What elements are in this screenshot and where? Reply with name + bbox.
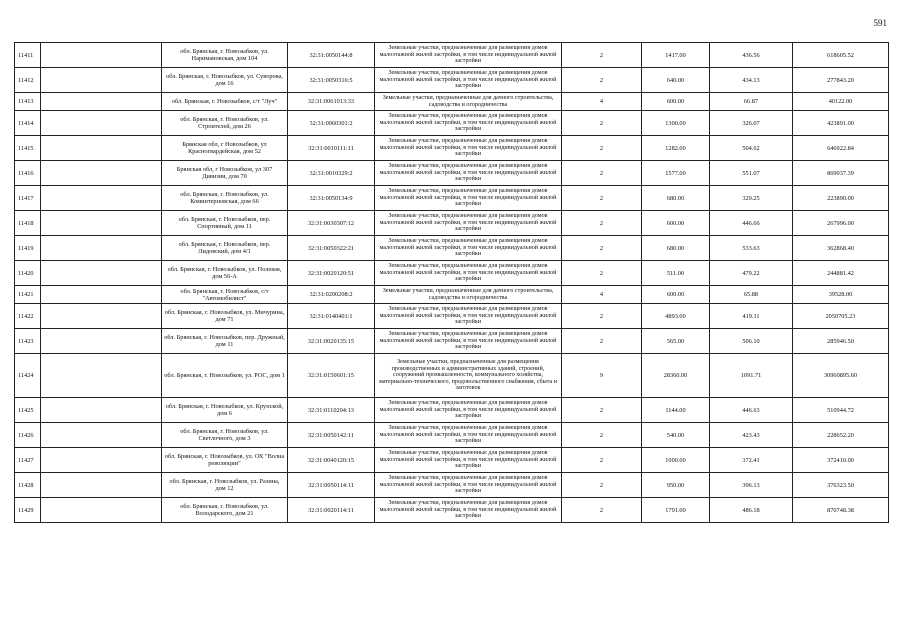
cadastral-number-cell: 32:31:0050322:21 bbox=[288, 236, 375, 261]
cadastral-number-cell: 32:31:0050114:11 bbox=[288, 473, 375, 498]
row-number-cell: 11423 bbox=[15, 329, 41, 354]
address-cell: обл. Брянская, г. Новозыбков, пер. Дружный, дом 11 bbox=[162, 329, 288, 354]
cadastral-value-cell: 30960895.60 bbox=[793, 354, 889, 398]
group-code-cell: 2 bbox=[562, 68, 642, 93]
row-number-cell: 11425 bbox=[15, 398, 41, 423]
group-code-cell: 2 bbox=[562, 161, 642, 186]
row-number-cell: 11416 bbox=[15, 161, 41, 186]
row-number-cell: 11417 bbox=[15, 186, 41, 211]
group-code-cell: 4 bbox=[562, 93, 642, 111]
specific-value-cell: 372.41 bbox=[710, 448, 793, 473]
land-use-cell: Земельные участки, предназначенные для размещения домов малоэтажной жилой застройки, в том числе индивидуальной жилой застройки bbox=[375, 304, 562, 329]
cadastral-value-cell: 277843.20 bbox=[793, 68, 889, 93]
land-use-cell: Земельные участки, предназначенные для размещения домов малоэтажной жилой застройки, в том числе индивидуальной жилой застройки bbox=[375, 448, 562, 473]
specific-value-cell: 1091.71 bbox=[710, 354, 793, 398]
empty-cell bbox=[41, 161, 162, 186]
address-cell: обл. Брянская, г. Новозыбков, ул. Крупской, дом 6 bbox=[162, 398, 288, 423]
row-number-cell: 11411 bbox=[15, 43, 41, 68]
row-number-cell: 11429 bbox=[15, 498, 41, 523]
row-number-cell: 11422 bbox=[15, 304, 41, 329]
group-code-cell: 2 bbox=[562, 498, 642, 523]
empty-cell bbox=[41, 304, 162, 329]
group-code-cell: 2 bbox=[562, 111, 642, 136]
empty-cell bbox=[41, 186, 162, 211]
area-cell: 1300.00 bbox=[642, 111, 710, 136]
cadastral-number-cell: 32:31:0010111:11 bbox=[288, 136, 375, 161]
cadastral-value-cell: 362868.40 bbox=[793, 236, 889, 261]
cadastral-number-cell: 32:31:0150601:15 bbox=[288, 354, 375, 398]
group-code-cell: 2 bbox=[562, 236, 642, 261]
table-row bbox=[15, 304, 889, 329]
cadastral-number-cell: 32:31:0061013:33 bbox=[288, 93, 375, 111]
cadastral-number-cell: 32:31:0040120:15 bbox=[288, 448, 375, 473]
empty-cell bbox=[41, 448, 162, 473]
empty-cell bbox=[41, 68, 162, 93]
empty-cell bbox=[41, 354, 162, 398]
table-body bbox=[15, 43, 889, 523]
table-row bbox=[15, 329, 889, 354]
area-cell: 600.00 bbox=[642, 286, 710, 304]
cadastral-value-cell: 39528.00 bbox=[793, 286, 889, 304]
cadastral-number-cell: 32:31:0050142:11 bbox=[288, 423, 375, 448]
cadastral-number-cell: 32:31:0200208:2 bbox=[288, 286, 375, 304]
land-use-cell: Земельные участки, предназначенные для размещения домов малоэтажной жилой застройки, в том числе индивидуальной жилой застройки bbox=[375, 68, 562, 93]
empty-cell bbox=[41, 329, 162, 354]
area-cell: 540.00 bbox=[642, 423, 710, 448]
table-row bbox=[15, 93, 889, 111]
group-code-cell: 2 bbox=[562, 304, 642, 329]
address-cell: Брянская обл, г Новозыбков, ул Красногвардейская, дом 52 bbox=[162, 136, 288, 161]
table-row bbox=[15, 286, 889, 304]
table-row bbox=[15, 498, 889, 523]
group-code-cell: 2 bbox=[562, 329, 642, 354]
area-cell: 1000.00 bbox=[642, 448, 710, 473]
specific-value-cell: 66.87 bbox=[710, 93, 793, 111]
area-cell: 1144.00 bbox=[642, 398, 710, 423]
specific-value-cell: 434.13 bbox=[710, 68, 793, 93]
land-use-cell: Земельные участки, предназначенные для размещения домов малоэтажной жилой застройки, в том числе индивидуальной жилой застройки bbox=[375, 161, 562, 186]
row-number-cell: 11426 bbox=[15, 423, 41, 448]
specific-value-cell: 446.63 bbox=[710, 398, 793, 423]
cadastral-value-cell: 510944.72 bbox=[793, 398, 889, 423]
empty-cell bbox=[41, 111, 162, 136]
row-number-cell: 11414 bbox=[15, 111, 41, 136]
area-cell: 1791.00 bbox=[642, 498, 710, 523]
row-number-cell: 11428 bbox=[15, 473, 41, 498]
cadastral-value-cell: 267996.00 bbox=[793, 211, 889, 236]
row-number-cell: 11421 bbox=[15, 286, 41, 304]
specific-value-cell: 446.66 bbox=[710, 211, 793, 236]
land-use-cell: Земельные участки, предназначенные для размещения домов малоэтажной жилой застройки, в том числе индивидуальной жилой застройки bbox=[375, 398, 562, 423]
cadastral-number-cell: 32:31:0010329:2 bbox=[288, 161, 375, 186]
table-row bbox=[15, 398, 889, 423]
land-use-cell: Земельные участки, предназначенные для размещения домов малоэтажной жилой застройки, в том числе индивидуальной жилой застройки bbox=[375, 329, 562, 354]
cadastral-number-cell: 32:31:0050144:8 bbox=[288, 43, 375, 68]
empty-cell bbox=[41, 498, 162, 523]
address-cell: обл. Брянская, г. Новозыбков, ул. Полевая, дом 56-А bbox=[162, 261, 288, 286]
land-use-cell: Земельные участки, предназначенные для размещения домов малоэтажной жилой застройки, в том числе индивидуальной жилой застройки bbox=[375, 136, 562, 161]
area-cell: 4893.00 bbox=[642, 304, 710, 329]
area-cell: 950.00 bbox=[642, 473, 710, 498]
land-use-cell: Земельные участки, предназначенные для размещения домов малоэтажной жилой застройки, в том числе индивидуальной жилой застройки bbox=[375, 211, 562, 236]
land-use-cell: Земельные участки, предназначенные для дачного строительства, садоводства и огородничества bbox=[375, 286, 562, 304]
area-cell: 28360.00 bbox=[642, 354, 710, 398]
empty-cell bbox=[41, 211, 162, 236]
cadastral-value-cell: 870748.38 bbox=[793, 498, 889, 523]
address-cell: обл. Брянская, г. Новозыбков, ул. Коминтерновская, дом 66 bbox=[162, 186, 288, 211]
cadastral-value-cell: 618605.52 bbox=[793, 43, 889, 68]
area-cell: 600.00 bbox=[642, 93, 710, 111]
specific-value-cell: 65.88 bbox=[710, 286, 793, 304]
table-row bbox=[15, 43, 889, 68]
group-code-cell: 2 bbox=[562, 211, 642, 236]
address-cell: обл. Брянская, г. Новозыбков, ул. Разина, дом 12 bbox=[162, 473, 288, 498]
cadastral-value-cell: 646922.84 bbox=[793, 136, 889, 161]
row-number-cell: 11412 bbox=[15, 68, 41, 93]
cadastral-number-cell: 32:31:0140401:1 bbox=[288, 304, 375, 329]
empty-cell bbox=[41, 236, 162, 261]
group-code-cell: 4 bbox=[562, 286, 642, 304]
cadastral-value-cell: 372410.00 bbox=[793, 448, 889, 473]
table-row bbox=[15, 261, 889, 286]
specific-value-cell: 436.56 bbox=[710, 43, 793, 68]
specific-value-cell: 326.07 bbox=[710, 111, 793, 136]
land-registry-table bbox=[14, 42, 889, 523]
land-use-cell: Земельные участки, предназначенные для размещения домов малоэтажной жилой застройки, в том числе индивидуальной жилой застройки bbox=[375, 186, 562, 211]
land-use-cell: Земельные участки, предназначенные для дачного строительства, садоводства и огородничества bbox=[375, 93, 562, 111]
table-row bbox=[15, 68, 889, 93]
land-use-cell: Земельные участки, предназначенные для размещения домов малоэтажной жилой застройки, в том числе индивидуальной жилой застройки bbox=[375, 236, 562, 261]
area-cell: 565.00 bbox=[642, 329, 710, 354]
land-use-cell: Земельные участки, предназначенные для размещения домов малоэтажной жилой застройки, в том числе индивидуальной жилой застройки bbox=[375, 111, 562, 136]
cadastral-number-cell: 32:31:0030307:12 bbox=[288, 211, 375, 236]
specific-value-cell: 329.25 bbox=[710, 186, 793, 211]
group-code-cell: 2 bbox=[562, 186, 642, 211]
cadastral-number-cell: 32:31:0110204:13 bbox=[288, 398, 375, 423]
specific-value-cell: 486.18 bbox=[710, 498, 793, 523]
row-number-cell: 11419 bbox=[15, 236, 41, 261]
page-number: 591 bbox=[873, 18, 887, 28]
address-cell: обл. Брянская, г. Новозыбков, ул. Суворова, дом 16 bbox=[162, 68, 288, 93]
group-code-cell: 9 bbox=[562, 354, 642, 398]
group-code-cell: 2 bbox=[562, 261, 642, 286]
cadastral-number-cell: 32:31:0020114:11 bbox=[288, 498, 375, 523]
table-row bbox=[15, 473, 889, 498]
address-cell: обл. Брянская, г. Новозыбков, пер. Спортивный, дом 11 bbox=[162, 211, 288, 236]
cadastral-number-cell: 32:31:0060301:2 bbox=[288, 111, 375, 136]
group-code-cell: 2 bbox=[562, 398, 642, 423]
specific-value-cell: 533.63 bbox=[710, 236, 793, 261]
row-number-cell: 11420 bbox=[15, 261, 41, 286]
group-code-cell: 2 bbox=[562, 448, 642, 473]
empty-cell bbox=[41, 473, 162, 498]
cadastral-value-cell: 376323.50 bbox=[793, 473, 889, 498]
table-row bbox=[15, 136, 889, 161]
empty-cell bbox=[41, 423, 162, 448]
group-code-cell: 2 bbox=[562, 473, 642, 498]
specific-value-cell: 506.10 bbox=[710, 329, 793, 354]
table-row bbox=[15, 186, 889, 211]
table-row bbox=[15, 161, 889, 186]
table-row bbox=[15, 448, 889, 473]
address-cell: обл. Брянская, г. Новозыбков, ул. Светлочного, дом 3 bbox=[162, 423, 288, 448]
specific-value-cell: 423.43 bbox=[710, 423, 793, 448]
specific-value-cell: 479.22 bbox=[710, 261, 793, 286]
area-cell: 680.00 bbox=[642, 186, 710, 211]
row-number-cell: 11415 bbox=[15, 136, 41, 161]
group-code-cell: 2 bbox=[562, 136, 642, 161]
cadastral-value-cell: 2050705.23 bbox=[793, 304, 889, 329]
table-row bbox=[15, 423, 889, 448]
cadastral-value-cell: 244881.42 bbox=[793, 261, 889, 286]
table-row bbox=[15, 211, 889, 236]
area-cell: 1417.00 bbox=[642, 43, 710, 68]
address-cell: обл. Брянская, г. Новозыбков, ул. Мичурина, дом 71 bbox=[162, 304, 288, 329]
empty-cell bbox=[41, 261, 162, 286]
address-cell: Брянская обл, г Новозыбков, ул 307 Дивизии, дом 70 bbox=[162, 161, 288, 186]
cadastral-number-cell: 32:31:0050316:5 bbox=[288, 68, 375, 93]
row-number-cell: 11413 bbox=[15, 93, 41, 111]
land-use-cell: Земельные участки, предназначенные для размещения домов малоэтажной жилой застройки, в том числе индивидуальной жилой застройки bbox=[375, 473, 562, 498]
cadastral-value-cell: 40122.00 bbox=[793, 93, 889, 111]
row-number-cell: 11427 bbox=[15, 448, 41, 473]
address-cell: обл. Брянская, г. Новозыбков, ул. РОС, дом 1 bbox=[162, 354, 288, 398]
specific-value-cell: 396.13 bbox=[710, 473, 793, 498]
address-cell: обл. Брянская, г. Новозыбков, пер. Лидовский, дом 4/1 bbox=[162, 236, 288, 261]
address-cell: обл. Брянская, г. Новозыбков, ул. Наримановская, дом 104 bbox=[162, 43, 288, 68]
cadastral-value-cell: 423891.00 bbox=[793, 111, 889, 136]
cadastral-value-cell: 285946.50 bbox=[793, 329, 889, 354]
land-use-cell: Земельные участки, предназначенные для размещения производственных и административных зданий, строений, сооружений промышленности, коммунального хозяйства, материально-технического, продовольственного снабжения, сбыта и заготовок bbox=[375, 354, 562, 398]
address-cell: обл. Брянская, г. Новозыбков, с/т "Автомобилист" bbox=[162, 286, 288, 304]
address-cell: обл. Брянская, г. Новозыбков, ул. Володарского, дом 21 bbox=[162, 498, 288, 523]
area-cell: 640.00 bbox=[642, 68, 710, 93]
specific-value-cell: 551.07 bbox=[710, 161, 793, 186]
empty-cell bbox=[41, 398, 162, 423]
cadastral-value-cell: 223890.00 bbox=[793, 186, 889, 211]
row-number-cell: 11418 bbox=[15, 211, 41, 236]
cadastral-number-cell: 32:31:0050134:9 bbox=[288, 186, 375, 211]
area-cell: 680.00 bbox=[642, 236, 710, 261]
specific-value-cell: 419.11 bbox=[710, 304, 793, 329]
area-cell: 511.00 bbox=[642, 261, 710, 286]
land-use-cell: Земельные участки, предназначенные для размещения домов малоэтажной жилой застройки, в том числе индивидуальной жилой застройки bbox=[375, 423, 562, 448]
specific-value-cell: 504.62 bbox=[710, 136, 793, 161]
empty-cell bbox=[41, 136, 162, 161]
cadastral-number-cell: 32:31:0020120:51 bbox=[288, 261, 375, 286]
address-cell: обл. Брянская, г. Новозыбков, с/т "Луч" bbox=[162, 93, 288, 111]
area-cell: 600.00 bbox=[642, 211, 710, 236]
group-code-cell: 2 bbox=[562, 423, 642, 448]
address-cell: обл. Брянская, г. Новозыбков, ул. Строителей, дом 26 bbox=[162, 111, 288, 136]
land-use-cell: Земельные участки, предназначенные для размещения домов малоэтажной жилой застройки, в том числе индивидуальной жилой застройки bbox=[375, 43, 562, 68]
land-use-cell: Земельные участки, предназначенные для размещения домов малоэтажной жилой застройки, в том числе индивидуальной жилой застройки bbox=[375, 498, 562, 523]
row-number-cell: 11424 bbox=[15, 354, 41, 398]
table-row bbox=[15, 111, 889, 136]
empty-cell bbox=[41, 93, 162, 111]
cadastral-value-cell: 869037.39 bbox=[793, 161, 889, 186]
address-cell: обл. Брянская, г. Новозыбков, ул. ОХ "Волна революции" bbox=[162, 448, 288, 473]
area-cell: 1282.00 bbox=[642, 136, 710, 161]
group-code-cell: 2 bbox=[562, 43, 642, 68]
cadastral-number-cell: 32:31:0020135:15 bbox=[288, 329, 375, 354]
land-use-cell: Земельные участки, предназначенные для размещения домов малоэтажной жилой застройки, в том числе индивидуальной жилой застройки bbox=[375, 261, 562, 286]
area-cell: 1577.00 bbox=[642, 161, 710, 186]
empty-cell bbox=[41, 286, 162, 304]
table-row bbox=[15, 236, 889, 261]
cadastral-value-cell: 228652.20 bbox=[793, 423, 889, 448]
table-row bbox=[15, 354, 889, 398]
empty-cell bbox=[41, 43, 162, 68]
